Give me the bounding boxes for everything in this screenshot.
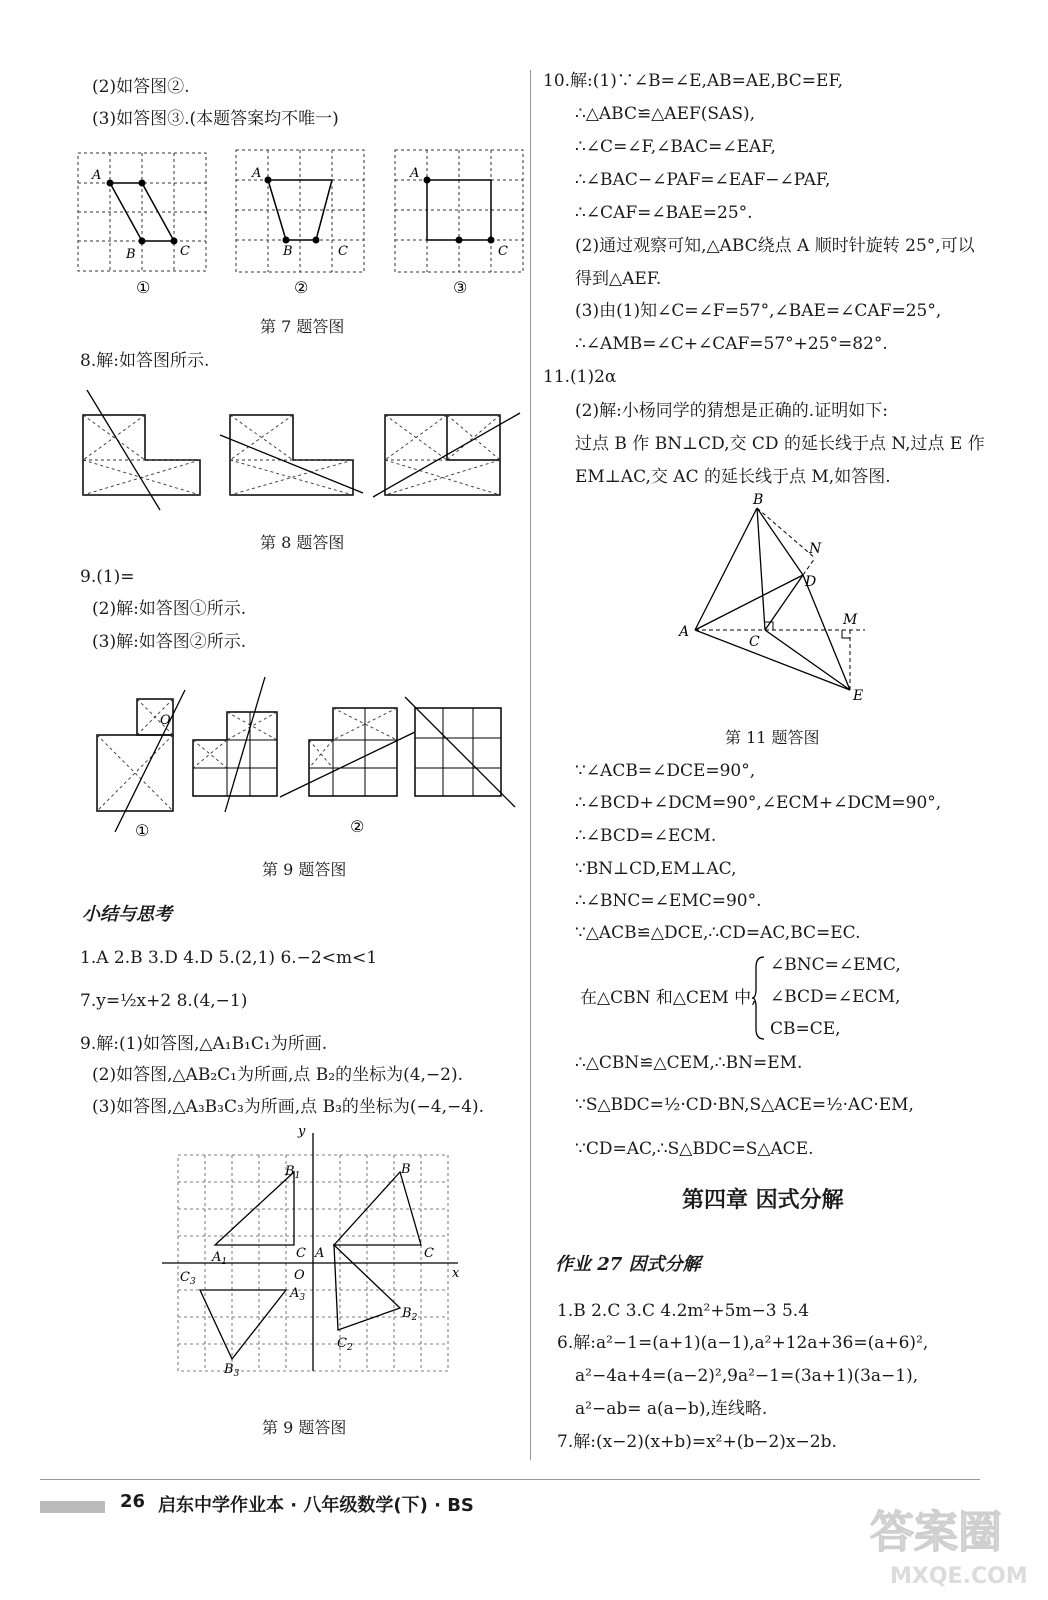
figure-8 [75,385,535,515]
svg-text:C: C [296,1246,306,1261]
svg-text:A: A [92,168,102,183]
text-line: ∴∠BCD=∠ECM. [575,826,717,846]
section-title: 小结与思考 [82,904,172,925]
book-title: 启东中学作业本 · 八年级数学(下) · BS [158,1495,474,1516]
text-line: (2)如答图,△AB₂C₁为所画,点 B₂的坐标为(4,−2). [92,1065,464,1085]
text-line: ∴∠AMB=∠C+∠CAF=57°+25°=82°. [575,334,888,354]
text-line: ∵S△BDC=½·CD·BN,S△ACE=½·AC·EM, [575,1095,914,1115]
fig7-label-3: ③ [453,278,468,297]
svg-text:B3: $B_3$ [224,1362,240,1379]
chapter-title: 第四章 因式分解 [682,1188,844,1213]
svg-text:O: O [160,713,171,728]
text-line: ∵BN⊥CD,EM⊥AC, [575,859,737,879]
fig9-label-1: ① [135,821,150,840]
text-line: CB=CE, [770,1019,841,1039]
footer-rule [40,1479,980,1480]
text-line: (3)如答图,△A₃B₃C₃为所画,点 B₃的坐标为(−4,−4). [92,1097,485,1117]
footer-bar [40,1501,105,1513]
text-line: 在△CBN 和△CEM 中, [580,988,757,1008]
fig8-caption: 第 8 题答图 [260,533,345,552]
svg-text:A1: $A_1$ [212,1250,228,1267]
svg-text:MXQE.COM: MXQE.COM [890,1564,1028,1589]
text-line: (2)如答图②. [92,77,190,97]
svg-text:B: B [283,244,293,259]
text-line: 1.B 2.C 3.C 4.2m²+5m−3 5.4 [557,1301,810,1321]
text-line: (2)解:小杨同学的猜想是正确的.证明如下: [575,401,888,421]
text-line: ∴∠C=∠F,∠BAC=∠EAF, [575,137,776,157]
text-line: (2)解:如答图①所示. [92,599,247,619]
text-line: ∵CD=AC,∴S△BDC=S△ACE. [575,1139,814,1159]
text-line: 9.(1)= [80,567,135,587]
figure-7 [70,145,540,305]
text-line: (2)通过观察可知,△ABC绕点 A 顺时针旋转 25°,可以 [575,236,975,256]
svg-text:C: C [338,244,348,259]
svg-text:N: N [809,541,822,557]
text-line: 10.解:(1)∵∠B=∠E,AB=AE,BC=EF, [543,71,844,91]
fig11-caption: 第 11 题答图 [725,728,820,747]
text-line: ∴∠BNC=∠EMC=90°. [575,891,762,911]
svg-text:B: B [126,247,136,262]
svg-text:O: O [294,1268,305,1283]
svg-text:答案圈: 答案圈 [870,1507,1002,1558]
brace [752,955,766,1041]
svg-text:B2: $B_2$ [402,1306,418,1323]
column-divider [530,70,531,1460]
svg-text:C: C [180,244,190,259]
svg-text:D: D [805,574,817,590]
text-line: 得到△AEF. [575,269,662,289]
fig7-label-1: ① [136,278,151,297]
figure-11 [675,492,875,710]
svg-text:x: x [452,1266,460,1281]
svg-text:C: C [424,1246,434,1261]
fig9-label-2: ② [350,817,365,836]
svg-text:M: M [843,612,858,628]
text-line: 7.y=½x+2 8.(4,−1) [80,991,248,1011]
coordinate-grid [160,1125,465,1380]
svg-text:A: A [252,166,262,181]
fig7-label-2: ② [294,278,309,297]
page-number: 26 [120,1491,146,1512]
text-line: 1.A 2.B 3.D 4.D 5.(2,1) 6.−2<m<1 [80,948,378,968]
text-line: ∴∠BCD+∠DCM=90°,∠ECM+∠DCM=90°, [575,793,942,813]
text-line: ∴△ABC≌△AEF(SAS), [575,104,756,124]
svg-text:A: A [679,624,690,640]
text-line: ∴∠BAC−∠PAF=∠EAF−∠PAF, [575,170,831,190]
fig7-caption: 第 7 题答图 [260,317,345,336]
svg-text:E: E [853,688,864,704]
svg-text:B: B [401,1162,411,1177]
text-line: ∠BNC=∠EMC, [770,955,901,975]
figure-9-top [85,672,530,842]
text-line: ∴△CBN≌△CEM,∴BN=EM. [575,1053,803,1073]
svg-text:C2: $C_2$ [337,1336,353,1353]
svg-text:B: B [753,492,764,508]
text-line: ∵∠ACB=∠DCE=90°, [575,761,756,781]
text-line: (3)如答图③.(本题答案均不唯一) [92,109,339,129]
homework-title: 作业 27 因式分解 [555,1254,701,1275]
text-line: (3)解:如答图②所示. [92,632,247,652]
text-line: 7.解:(x−2)(x+b)=x²+(b−2)x−2b. [557,1432,837,1452]
text-line: ∵△ACB≌△DCE,∴CD=AC,BC=EC. [575,923,861,943]
fig9-caption: 第 9 题答图 [262,860,347,879]
svg-text:A3: $A_3$ [290,1286,306,1303]
text-line: (3)由(1)知∠C=∠F=57°,∠BAE=∠CAF=25°, [575,301,942,321]
watermark-logo [850,1485,1028,1595]
text-line: 9.解:(1)如答图,△A₁B₁C₁为所画. [80,1034,328,1054]
svg-text:C3: $C_3$ [180,1270,196,1287]
text-line: EM⊥AC,交 AC 的延长线于点 M,如答图. [575,467,891,487]
text-line: 11.(1)2α [543,367,617,387]
svg-text:A: A [315,1246,325,1261]
svg-text:y: y [298,1124,306,1139]
svg-text:C: C [498,244,508,259]
svg-text:A: A [410,166,420,181]
text-line: a²−4a+4=(a−2)²,9a²−1=(3a+1)(3a−1), [575,1366,919,1386]
text-line: 过点 B 作 BN⊥CD,交 CD 的延长线于点 N,过点 E 作 [575,434,985,454]
text-line: 6.解:a²−1=(a+1)(a−1),a²+12a+36=(a+6)², [557,1333,929,1353]
text-line: ∴∠CAF=∠BAE=25°. [575,203,753,223]
text-line: ∠BCD=∠ECM, [770,987,901,1007]
text-line: 8.解:如答图所示. [80,351,210,371]
text-line: a²−ab= a(a−b),连线略. [575,1399,768,1419]
grid-caption: 第 9 题答图 [262,1418,347,1437]
svg-text:C: C [749,634,760,650]
svg-text:B1: $B_1$ [285,1164,301,1181]
